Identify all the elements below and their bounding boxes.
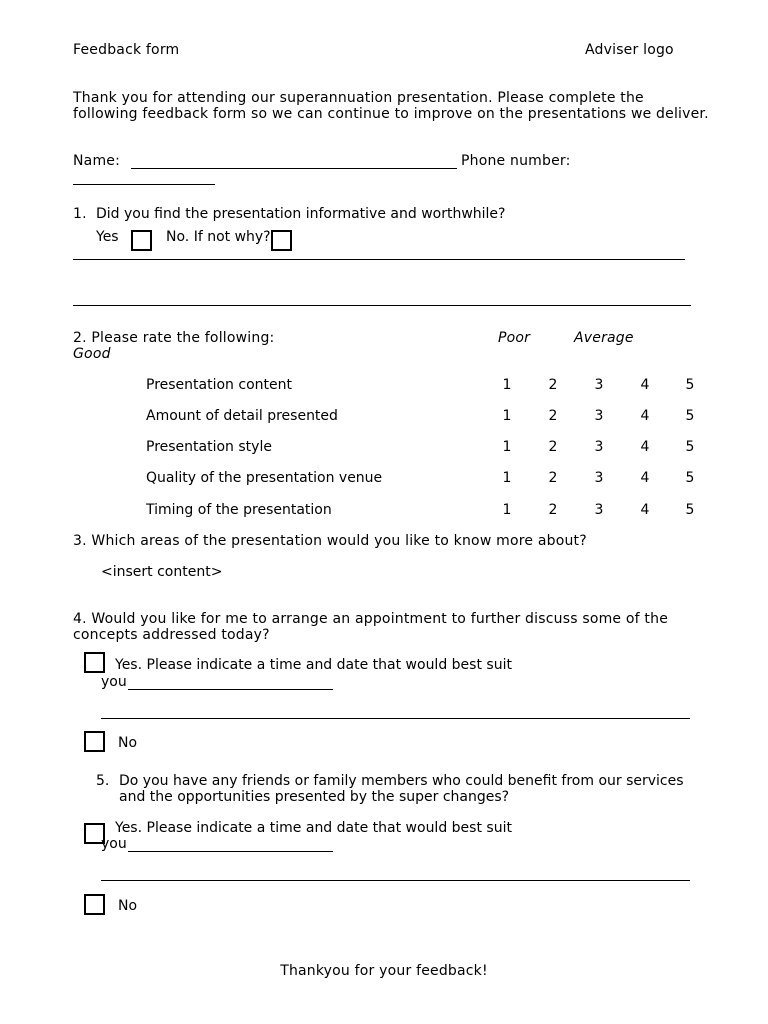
rating-option-3[interactable]: 3 [594, 408, 604, 424]
q4-answer-line[interactable] [101, 718, 690, 719]
rating-row-label: Quality of the presentation venue [146, 470, 383, 486]
phone-field[interactable] [73, 184, 215, 185]
q1-yes-label: Yes [96, 229, 119, 245]
q4-no-checkbox[interactable] [84, 731, 105, 752]
rating-option-4[interactable]: 4 [640, 502, 650, 518]
rating-option-5[interactable]: 5 [685, 470, 695, 486]
q4-yes-label: Yes. Please indicate a time and date that would best suit [115, 657, 512, 673]
scale-good: Good [73, 346, 111, 362]
name-field[interactable] [131, 168, 457, 169]
rating-row [0, 408, 768, 428]
rating-option-4[interactable]: 4 [640, 377, 650, 393]
q3-title: 3. Which areas of the presentation would you like to know more about? [73, 533, 587, 549]
q5-time-field[interactable] [128, 851, 333, 852]
adviser-logo: Adviser logo [585, 42, 674, 58]
rating-option-1[interactable]: 1 [502, 502, 512, 518]
rating-option-3[interactable]: 3 [594, 377, 604, 393]
form-title: Feedback form [73, 42, 180, 58]
rating-option-4[interactable]: 4 [640, 470, 650, 486]
rating-option-5[interactable]: 5 [685, 408, 695, 424]
rating-row-label: Presentation style [146, 439, 272, 455]
q2-title: 2. Please rate the following: [73, 330, 275, 346]
rating-option-1[interactable]: 1 [502, 439, 512, 455]
rating-row [0, 470, 768, 490]
q4-yes-checkbox[interactable] [84, 652, 105, 673]
rating-option-2[interactable]: 2 [548, 439, 558, 455]
rating-option-3[interactable]: 3 [594, 470, 604, 486]
rating-option-1[interactable]: 1 [502, 377, 512, 393]
rating-option-5[interactable]: 5 [685, 439, 695, 455]
q1-number: 1. [73, 206, 87, 222]
rating-row-label: Timing of the presentation [146, 502, 332, 518]
rating-row [0, 502, 768, 522]
rating-option-1[interactable]: 1 [502, 470, 512, 486]
name-label: Name: [73, 153, 121, 169]
q5-no-label: No [118, 898, 138, 914]
q5-yes-label: Yes. Please indicate a time and date that would best suit [115, 820, 512, 836]
thank-you-footer: Thankyou for your feedback! [280, 963, 488, 979]
rating-row [0, 377, 768, 397]
scale-average: Average [574, 330, 634, 346]
rating-option-1[interactable]: 1 [502, 408, 512, 424]
rating-row-label: Presentation content [146, 377, 292, 393]
q5-no-checkbox[interactable] [84, 894, 105, 915]
q4-title: 4. Would you like for me to arrange an appointment to further discuss some of the concepts addressed today? [73, 611, 669, 643]
rating-option-3[interactable]: 3 [594, 502, 604, 518]
q1-no-label: No. If not why? [166, 229, 271, 245]
q3-content-placeholder[interactable]: <insert content> [101, 564, 223, 580]
q4-yes-label-cont: you [101, 674, 127, 690]
q5-answer-line[interactable] [101, 880, 690, 881]
scale-poor: Poor [498, 330, 531, 346]
rating-option-2[interactable]: 2 [548, 377, 558, 393]
rating-option-5[interactable]: 5 [685, 377, 695, 393]
rating-option-3[interactable]: 3 [594, 439, 604, 455]
rating-option-5[interactable]: 5 [685, 502, 695, 518]
rating-option-2[interactable]: 2 [548, 502, 558, 518]
q1-question: Did you find the presentation informative and worthwhile? [96, 206, 506, 222]
q1-yes-checkbox[interactable] [131, 230, 152, 251]
q5-question: Do you have any friends or family members who could benefit from our services and the opportunities presented by the super changes? [119, 773, 684, 805]
q1-answer-line-2[interactable] [73, 305, 691, 306]
rating-option-4[interactable]: 4 [640, 439, 650, 455]
q5-number: 5. [96, 773, 110, 789]
rating-row [0, 439, 768, 459]
rating-option-2[interactable]: 2 [548, 408, 558, 424]
q5-yes-label-cont: you [101, 836, 127, 852]
q4-no-label: No [118, 735, 138, 751]
rating-option-4[interactable]: 4 [640, 408, 650, 424]
q1-answer-line-1[interactable] [73, 259, 685, 260]
intro-text: Thank you for attending our superannuation presentation. Please complete the following feedback form so we can continue to improve on the presentations we deliver. [73, 90, 709, 122]
rating-option-2[interactable]: 2 [548, 470, 558, 486]
q1-no-checkbox[interactable] [271, 230, 292, 251]
rating-row-label: Amount of detail presented [146, 408, 338, 424]
phone-label: Phone number: [461, 153, 571, 169]
q4-time-field[interactable] [128, 689, 333, 690]
